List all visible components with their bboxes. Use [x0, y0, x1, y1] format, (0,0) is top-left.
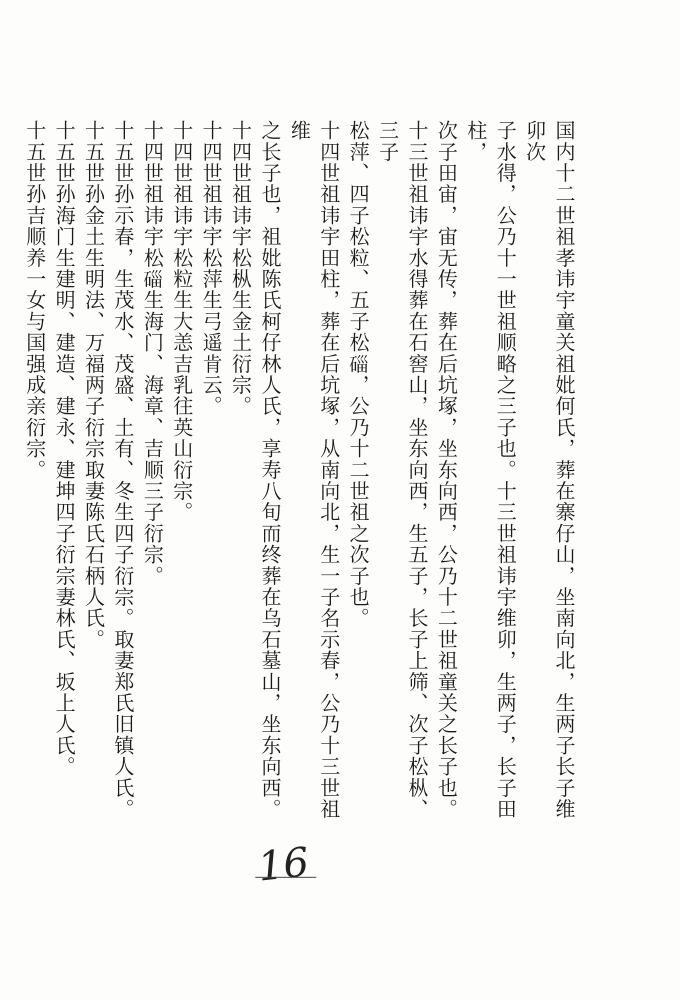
page-number: 16 [255, 839, 312, 891]
text-line: 十四世祖讳宇田柱，葬在后坑塚，从南向北，生一子名示春，公乃十三世祖维 [287, 120, 341, 820]
text-line: 十四世祖讳宇松枞生金土衍宗。 [228, 120, 253, 417]
text-line: 十五世孙吉顺养一女与国强成亲衍宗。 [22, 120, 47, 481]
text-line: 十四世祖讳宇松萍生弓遥肯云。 [199, 120, 224, 417]
text-line: 子水得，公乃十一世祖顺略之三子也。十三世祖讳宇维卯，生两子，长子田柱， [463, 120, 518, 820]
text-line: 十四世祖讳宇松𥓲生海门、海章、吉顺三子衍宗。 [140, 120, 165, 587]
text-line: 十五世孙金土生明法、万福两子衍宗取妻陈氏石柄人氏。 [81, 120, 106, 650]
text-line: 十三世祖讳宇水得葬在石窖山，坐东向西，生五子，长子上筛、次子松枞、三子 [375, 120, 429, 820]
text-line: 十五世孙示春，生茂水、茂盛、土有、冬生四子衍宗。取妻郑氏旧镇人氏。 [110, 120, 135, 820]
text-line: 十五世孙海门生建明、建造、建永、建坤四子衍宗妻林氏、坂上人氏。 [52, 120, 77, 778]
text-line: 松萍、四子松粒、五子松𥓲，公乃十二世祖之次子也。 [346, 120, 371, 629]
text-line: 之长子也，祖妣陈氏柯仔林人氏，享寿八旬而终葬在乌石墓山，坐东向西。 [257, 120, 282, 820]
text-line: 次子田宙，宙无传，葬在后坑塚，坐东向西，公乃十二世祖童关之长子也。 [434, 120, 459, 820]
genealogy-text [22, 120, 578, 820]
text-line: 国内十二世祖孝讳宇童关祖妣何氏，葬在寨仔山，坐南向北，生两子长子维卯次 [522, 120, 576, 820]
text-line: 十四世祖讳宇松粒生大恙吉乳往英山衍宗。 [169, 120, 194, 523]
